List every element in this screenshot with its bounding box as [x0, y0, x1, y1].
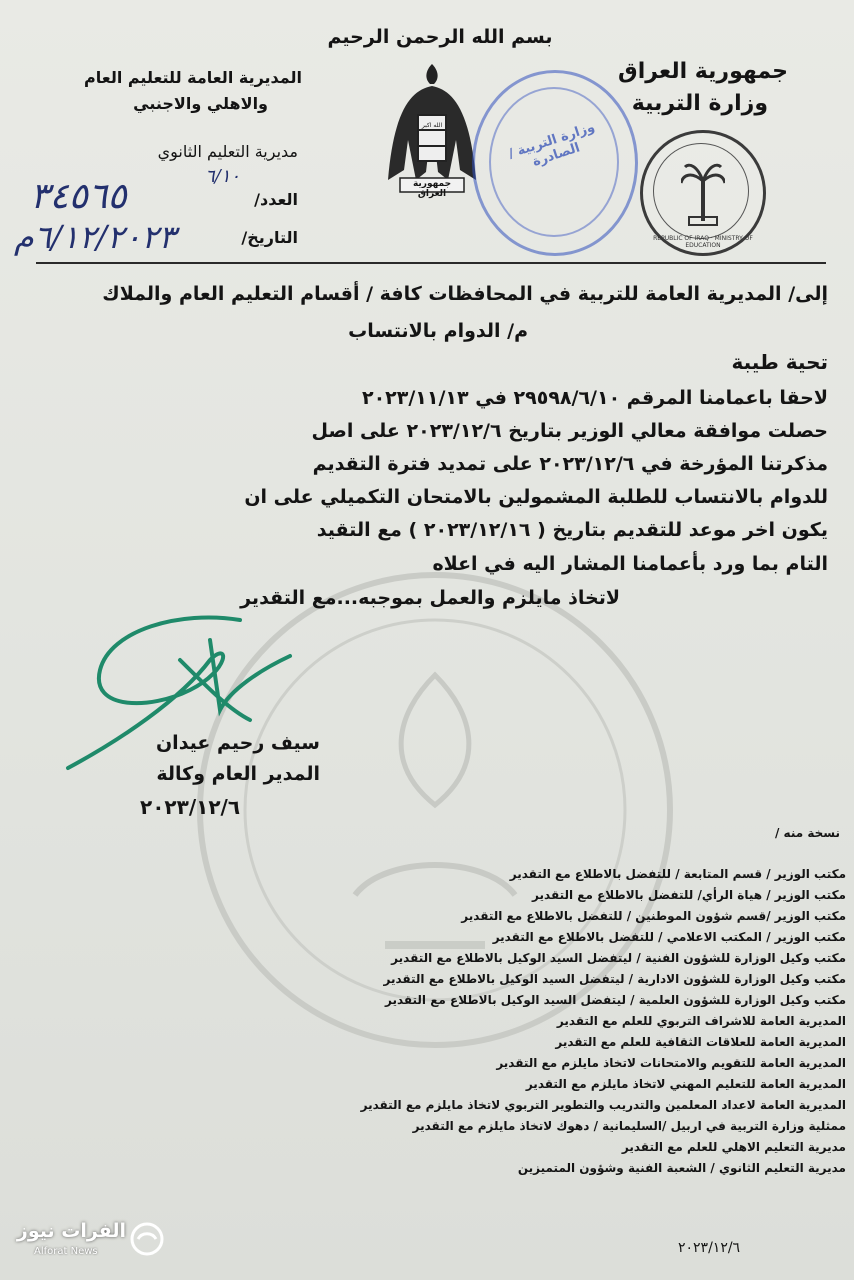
copy-item: المديرية العامة للاشراف التربوي للعلم مع التقدير [556, 1014, 846, 1028]
signature-date: ٢٠٢٣/١٢/٦ [140, 795, 241, 819]
reference-code: ٦/١٠ [205, 166, 241, 187]
copy-item: المديرية العامة لاعداد المعلمين والتدريب والتطوير التربوي لاتخاذ مايلزم مع التقدير [360, 1098, 846, 1112]
copy-item: مكتب الوزير / هياة الرأي/ للتفضل بالاطلاع مع التقدير [532, 888, 846, 902]
country-name: جمهورية العراق [618, 59, 788, 84]
body-line: لاتخاذ مايلزم والعمل بموجبه...مع التقدير [240, 587, 620, 609]
copy-item: مكتب وكيل الوزارة للشؤون العلمية / ليتفضل السيد الوكيل بالاطلاع مع التقدير [384, 993, 846, 1007]
number-label: العدد/ [254, 190, 298, 209]
subject: م/ الدوام بالانتساب [348, 320, 528, 342]
copy-item: مكتب وكيل الوزارة للشؤون الادارية / ليتفضل السيد الوكيل بالاطلاع مع التقدير [383, 972, 846, 986]
copies-list [360, 864, 846, 1179]
signatory-title: المدير العام وكالة [156, 763, 320, 785]
seal-text: REPUBLIC OF IRAQ · MINISTRY OF EDUCATION [653, 235, 753, 249]
handwritten-date: ٦/١٢/٢٠٢٣م [14, 218, 176, 256]
body-line: حصلت موافقة معالي الوزير بتاريخ ٢٠٢٣/١٢/٦ على اصل [311, 420, 828, 442]
watermark-arabic: الفرات نيوز [16, 1220, 126, 1242]
body-line: لاحقا باعمامنا المرقم ٢٩٥٩٨/٦/١٠ في ٢٠٢٣/١١/١٣ [361, 387, 828, 409]
news-watermark [14, 1218, 164, 1268]
date-label: التاريخ/ [241, 228, 298, 247]
basmala: بسم الله الرحمن الرحيم [327, 26, 553, 48]
iraq-eagle-emblem [382, 60, 482, 200]
copy-item: مكتب الوزير / المكتب الاعلامي / للتفضل بالاطلاع مع التقدير [492, 930, 846, 944]
copies-label: نسخة منه / [775, 826, 840, 840]
header-divider [36, 262, 826, 264]
copy-item: مكتب الوزير / قسم المتابعة / للتفضل بالاطلاع مع التقدير [509, 867, 846, 881]
emblem-caption: جمهورية العراق [412, 179, 452, 199]
directorate-line3: مديرية التعليم الثانوي [157, 142, 298, 161]
body-line: يكون اخر موعد للتقديم بتاريخ ( ٢٠٢٣/١٢/١٦ ) مع التقيد [316, 519, 828, 541]
ministry-name: وزارة التربية [631, 91, 768, 116]
ministry-seal [640, 130, 766, 256]
copy-item: المديرية العامة للتعليم المهني لاتخاذ مايلزم مع التقدير [525, 1077, 846, 1091]
blue-issued-stamp [472, 70, 638, 256]
watermark-english: Alforat News [34, 1246, 98, 1257]
body-line: التام بما ورد بأعمامنا المشار اليه في اعلاه [432, 553, 828, 575]
directorate-line1: المديرية العامة للتعليم العام [84, 68, 302, 87]
handwritten-number: ٣٤٥٦٥ [30, 176, 127, 217]
footer-date: ٢٠٢٣/١٢/٦ [678, 1240, 741, 1256]
alforat-logo-icon [130, 1222, 164, 1256]
palm-tree-icon [681, 161, 725, 227]
copy-item: مديرية التعليم الاهلي للعلم مع التقدير [621, 1140, 846, 1154]
blue-stamp-text: وزارة التربية / الصادرة [506, 119, 597, 170]
copy-item: مديرية التعليم الثانوي / الشعبة الفنية وشؤون المتميزين [517, 1161, 846, 1175]
addressee: إلى/ المديرية العامة للتربية في المحافظات كافة / أقسام التعليم العام والملاك [102, 283, 828, 305]
copy-item: ممثلية وزارة التربية في اربيل /السليمانية / دهوك لاتخاذ مايلزم مع التقدير [412, 1119, 846, 1133]
copy-item: مكتب وكيل الوزارة للشؤون الفنية / ليتفضل السيد الوكيل بالاطلاع مع التقدير [391, 951, 846, 965]
directorate-line2: والاهلي والاجنبي [133, 94, 268, 113]
body-line: للدوام بالانتساب للطلبة المشمولين بالامتحان التكميلي على ان [244, 486, 828, 508]
signatory-name: سيف رحيم عيدان [155, 732, 320, 754]
emblem-inner-text: الله اكبر [421, 122, 443, 129]
greeting: تحية طيبة [731, 350, 828, 374]
body-line: مذكرتنا المؤرخة في ٢٠٢٣/١٢/٦ على تمديد فترة التقديم [312, 453, 828, 475]
copy-item: مكتب الوزير /قسم شؤون الموطنين / للتفضل بالاطلاع مع التقدير [461, 909, 846, 923]
copy-item: المديرية العامة للتقويم والامتحانات لاتخاذ مايلزم مع التقدير [496, 1056, 846, 1070]
copy-item: المديرية العامة للعلاقات الثقافية للعلم مع التقدير [555, 1035, 846, 1049]
